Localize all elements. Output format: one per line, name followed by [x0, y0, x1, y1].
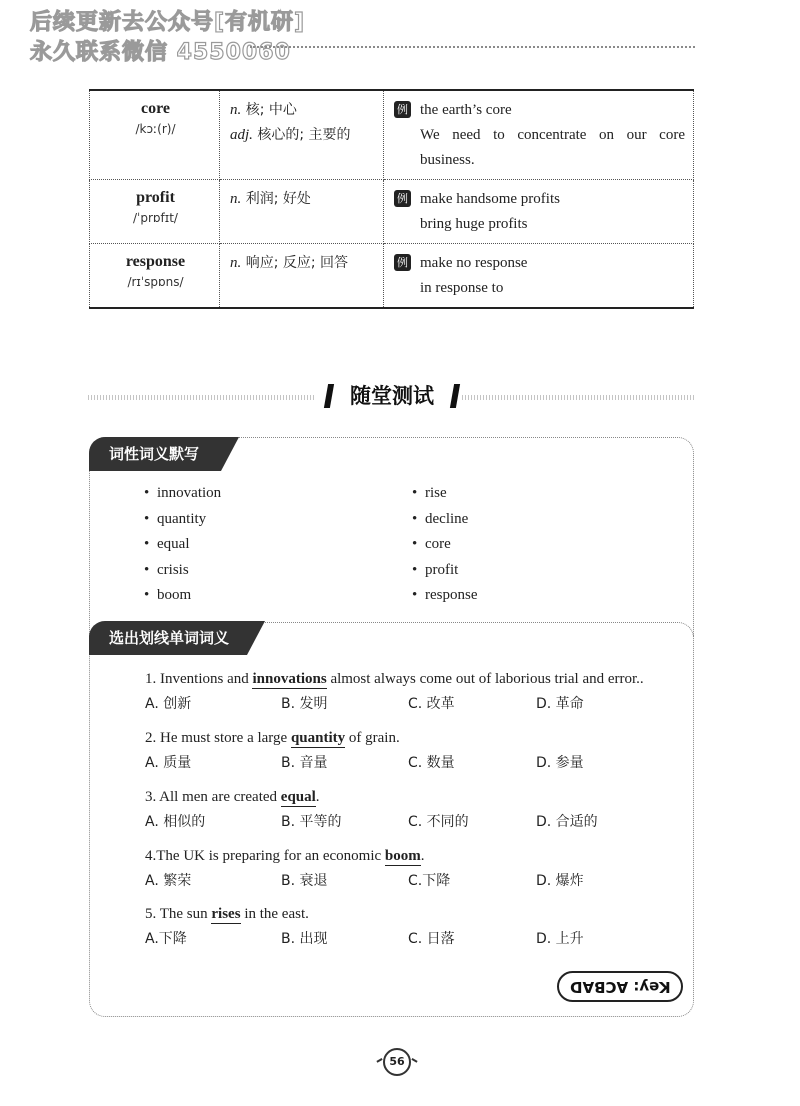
example-cell — [384, 244, 694, 309]
watermark — [30, 8, 305, 68]
title-bar-right — [450, 384, 460, 408]
word-cell — [90, 90, 220, 180]
list-item: • equal — [144, 532, 221, 558]
table-row — [90, 90, 694, 180]
option-b: B. 发明 — [281, 696, 328, 712]
underlined-word: boom — [384, 848, 421, 864]
question-text: 4.The UK is preparing for an economic boom. — [145, 848, 425, 864]
option-a: A. 相似的 — [145, 814, 206, 830]
underlined-word: quantity — [290, 730, 346, 746]
dictation-title: 词性词义默写 — [89, 437, 221, 471]
example-text: We need to concentrate on our core business. — [420, 127, 685, 168]
table-row — [90, 244, 694, 309]
option-d: D. 革命 — [536, 696, 584, 712]
definition-cell — [220, 244, 384, 309]
question-options — [145, 809, 598, 835]
headword: profit — [136, 189, 175, 206]
definition-cell — [220, 90, 384, 180]
watermark-line-2: 永久联系微信 4550060 — [30, 40, 291, 65]
answer-key-text: Key: ACBAD — [569, 978, 671, 996]
option-b: B. 音量 — [281, 755, 328, 771]
word-cell — [90, 244, 220, 309]
quiz-question-3 — [145, 785, 598, 835]
example-text: bring huge profits — [420, 216, 528, 232]
quiz-question-5 — [145, 902, 584, 952]
underlined-word: innovations — [252, 671, 327, 687]
section-rule-left — [88, 395, 314, 400]
list-item: • profit — [412, 558, 478, 584]
list-item: • decline — [412, 507, 478, 533]
example-cell — [384, 180, 694, 244]
question-options — [145, 926, 584, 952]
option-c: C. 不同的 — [408, 814, 469, 830]
dictation-list-right — [412, 481, 478, 609]
option-b: B. 出现 — [281, 931, 328, 947]
list-item: • response — [412, 583, 478, 609]
option-c: C. 日落 — [408, 931, 455, 947]
example-text: make handsome profits — [420, 191, 560, 207]
question-options — [145, 750, 584, 776]
quiz-question-2 — [145, 726, 584, 776]
question-options — [145, 691, 644, 717]
question-text: 5. The sun rises in the east. — [145, 906, 309, 922]
option-d: D. 上升 — [536, 931, 584, 947]
list-item: • boom — [144, 583, 221, 609]
headword: core — [140, 100, 170, 117]
option-d: D. 爆炸 — [536, 873, 584, 889]
option-b: B. 衰退 — [281, 873, 328, 889]
option-d: D. 参量 — [536, 755, 584, 771]
definition: n. 核; 中心 — [230, 102, 297, 118]
option-c: C. 数量 — [408, 755, 455, 771]
option-b: B. 平等的 — [281, 814, 342, 830]
list-item: • quantity — [144, 507, 221, 533]
definition: adj. 核心的; 主要的 — [230, 127, 351, 143]
phonetic: /rɪˈspɒns/ — [127, 275, 184, 289]
definition: n. 利润; 好处 — [230, 191, 311, 207]
question-options — [145, 868, 584, 894]
header-dotted-rule — [250, 46, 695, 48]
option-d: D. 合适的 — [536, 814, 598, 830]
list-item: • innovation — [144, 481, 221, 507]
underlined-word: rises — [211, 906, 241, 922]
list-item: • crisis — [144, 558, 221, 584]
example-icon: 例 — [394, 254, 411, 271]
option-a: A. 质量 — [145, 755, 192, 771]
question-text: 2. He must store a large quantity of grain. — [145, 730, 400, 746]
option-c: C.下降 — [408, 873, 451, 889]
word-cell — [90, 180, 220, 244]
definition-cell — [220, 180, 384, 244]
example-text: make no response — [420, 255, 528, 271]
section-header — [88, 380, 694, 412]
example-cell — [384, 90, 694, 180]
section-rule-right — [462, 395, 694, 400]
vocabulary-table — [89, 89, 694, 309]
table-row — [90, 180, 694, 244]
example-icon: 例 — [394, 101, 411, 118]
option-a: A.下降 — [145, 931, 187, 947]
dictation-list-left — [144, 481, 221, 609]
question-text: 1. Inventions and innovations almost always come out of laborious trial and error.. — [145, 671, 644, 687]
example-text: in response to — [420, 280, 504, 296]
option-a: A. 创新 — [145, 696, 192, 712]
option-a: A. 繁荣 — [145, 873, 192, 889]
watermark-line-1: 后续更新去公众号[有机研] — [30, 10, 306, 35]
answer-key — [557, 971, 683, 1002]
quiz-question-4 — [145, 844, 584, 894]
underlined-word: equal — [280, 789, 316, 805]
phonetic: /kɔː(r)/ — [135, 122, 176, 136]
option-c: C. 改革 — [408, 696, 455, 712]
list-item: • core — [412, 532, 478, 558]
section-title: 随堂测试 — [326, 380, 458, 412]
definition: n. 响应; 反应; 回答 — [230, 255, 349, 271]
quiz-question-1 — [145, 667, 644, 717]
page-number: 56 — [383, 1048, 411, 1076]
headword: response — [125, 253, 186, 270]
title-bar-left — [324, 384, 334, 408]
question-text: 3. All men are created equal. — [145, 789, 320, 805]
quiz-title: 选出划线单词词义 — [89, 621, 247, 655]
list-item: • rise — [412, 481, 478, 507]
phonetic: /ˈprɒfɪt/ — [133, 211, 178, 225]
example-text: the earth’s core — [420, 102, 512, 118]
example-icon: 例 — [394, 190, 411, 207]
